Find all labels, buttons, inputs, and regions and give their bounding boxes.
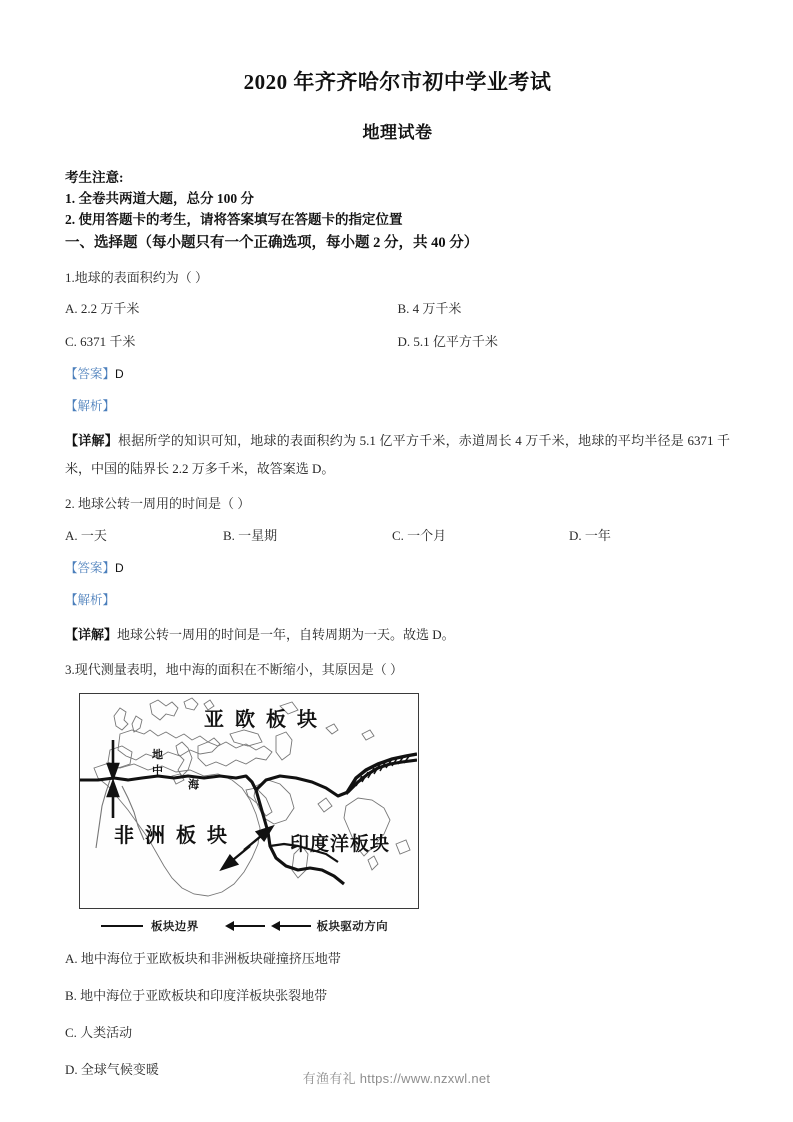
notice-line-2: 2. 使用答题卡的考生，请将答案填写在答题卡的指定位置 xyxy=(65,212,403,227)
detail-tag: 【详解】 xyxy=(65,627,118,642)
page-subtitle: 地理试卷 xyxy=(362,123,433,142)
analysis-tag: 【解析】 xyxy=(65,399,116,413)
notice-line-1: 1. 全卷共两道大题，总分 100 分 xyxy=(65,191,254,206)
legend-boundary-label: 板块边界 xyxy=(151,921,199,933)
label-eurasian-plate: 亚 欧 板 块 xyxy=(204,709,320,731)
plate-map-frame xyxy=(79,693,419,909)
question-1-analysis xyxy=(65,397,730,415)
svg-text:海: 海 xyxy=(188,779,199,791)
question-1 xyxy=(65,268,730,483)
plate-boundary-line-icon xyxy=(101,925,143,927)
svg-text:中: 中 xyxy=(152,765,163,777)
legend-motion-label: 板块驱动方向 xyxy=(316,921,389,933)
question-3 xyxy=(65,660,730,1079)
question-3-option-b[interactable]: B. 地中海位于亚欧板块和印度洋板块张裂地带 xyxy=(65,988,328,1003)
arrow-south xyxy=(108,740,118,778)
question-1-answer-value: D xyxy=(115,367,124,381)
answer-tag: 【答案】 xyxy=(65,367,116,381)
question-2-answer xyxy=(65,559,730,577)
question-3-option-d[interactable]: D. 全球气候变暖 xyxy=(65,1062,159,1077)
question-2-stem: 2. 地球公转一周用的时间是（ ） xyxy=(65,496,251,511)
footer-watermark: 有渔有礼 https://www.nzxwl.net xyxy=(302,1071,491,1086)
notice-heading: 考生注意: xyxy=(65,170,124,185)
map-legend xyxy=(101,918,730,934)
question-1-options xyxy=(65,300,730,351)
question-1-options-row-2 xyxy=(65,333,730,351)
svg-text:地: 地 xyxy=(152,749,163,761)
question-2-option-d[interactable]: D. 一年 xyxy=(569,528,611,543)
question-3-options xyxy=(65,950,730,1079)
question-2-analysis xyxy=(65,591,730,609)
question-3-option-a[interactable]: A. 地中海位于亚欧板块和非洲板块碰撞挤压地带 xyxy=(65,951,341,966)
question-2-answer-value: D xyxy=(115,561,124,575)
page-title: 2020 年齐齐哈尔市初中学业考试 xyxy=(243,70,552,94)
plate-tectonics-figure xyxy=(79,693,730,934)
question-1-stem: 1.地球的表面积约为（ ） xyxy=(65,270,209,285)
question-1-option-b[interactable]: B. 4 万千米 xyxy=(397,301,462,316)
question-3-option-c[interactable]: C. 人类活动 xyxy=(65,1025,133,1040)
question-2-detail xyxy=(65,621,730,649)
question-1-option-d[interactable]: D. 5.1 亿平方千米 xyxy=(397,334,498,349)
question-1-detail xyxy=(65,427,730,483)
question-1-option-c[interactable]: C. 6371 千米 xyxy=(65,334,136,349)
plate-map-graphic xyxy=(80,694,417,907)
plate-motion-arrow-icon-2 xyxy=(271,921,311,931)
answer-tag: 【答案】 xyxy=(65,561,116,575)
legend-boundary xyxy=(101,918,199,934)
question-3-stem: 3.现代测量表明，地中海的面积在不断缩小，其原因是（ ） xyxy=(65,662,404,677)
question-2-option-b[interactable]: B. 一星期 xyxy=(223,528,278,543)
analysis-tag: 【解析】 xyxy=(65,593,116,607)
question-2-detail-text: 地球公转一周用的时间是一年，自转周期为一天。故选 D。 xyxy=(117,627,455,642)
question-1-options-row-1 xyxy=(65,300,730,318)
question-2-option-c[interactable]: C. 一个月 xyxy=(392,528,447,543)
arrow-southwest xyxy=(222,846,250,869)
question-2-option-a[interactable]: A. 一天 xyxy=(65,528,107,543)
question-1-detail-text: 根据所学的知识可知，地球的表面积约为 5.1 亿平方千米，赤道周长 4 万千米，地球的平均半径是 6371 千米，中国的陆界长 2.2 万多千米，故答案选 D。 xyxy=(65,433,730,476)
detail-tag: 【详解】 xyxy=(65,433,118,448)
legend-motion xyxy=(225,918,388,934)
page-content xyxy=(65,0,730,1079)
candidate-notice xyxy=(65,167,730,255)
question-2-options xyxy=(65,527,730,545)
question-2 xyxy=(65,494,730,649)
question-1-answer xyxy=(65,365,730,383)
label-indian-ocean-plate: 印度洋板块 xyxy=(289,834,391,855)
label-african-plate: 非 洲 板 块 xyxy=(114,825,230,847)
plate-motion-arrow-icon-1 xyxy=(225,921,265,931)
question-1-option-a[interactable]: A. 2.2 万千米 xyxy=(65,301,140,316)
section-heading-multiple-choice: 一、选择题（每小题只有一个正确选项，每小题 2 分，共 40 分） xyxy=(65,235,479,251)
